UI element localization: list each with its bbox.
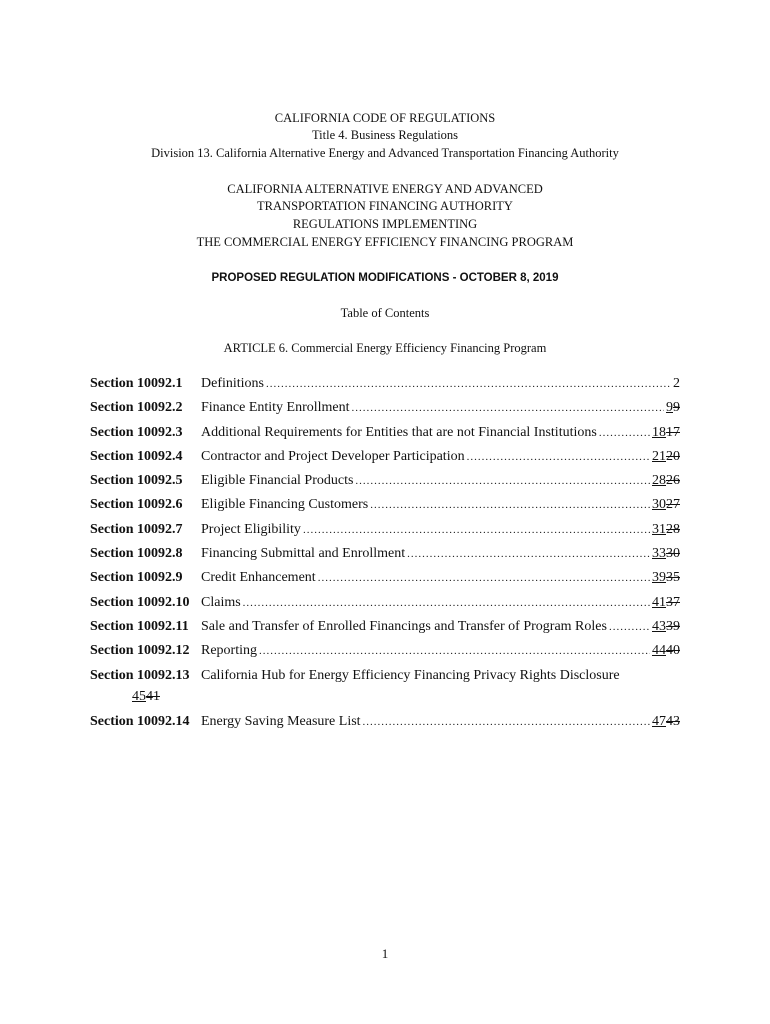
program-heading-line-3: REGULATIONS IMPLEMENTING [292, 217, 478, 231]
toc-section-title: Definitions [201, 376, 264, 391]
program-heading-line-2: TRANSPORTATION FINANCING AUTHORITY [257, 199, 513, 213]
article-heading: ARTICLE 6. Commercial Energy Efficiency Financing Program [223, 341, 547, 355]
toc-page-old: 35 [666, 570, 680, 586]
toc-entry[interactable] [90, 445, 680, 469]
toc-entry[interactable] [90, 372, 680, 396]
toc-section-title: Energy Saving Measure List [201, 713, 361, 729]
toc-leader [467, 445, 650, 469]
toc-section-number: Section 10092.6 [90, 497, 183, 513]
toc-entry[interactable] [90, 615, 680, 639]
toc-leader [318, 566, 650, 590]
toc-leader [303, 518, 650, 542]
toc-entry[interactable] [90, 469, 680, 493]
toc-section-number: Section 10092.11 [90, 618, 189, 634]
toc-section-number: Section 10092.1 [90, 376, 183, 391]
toc-page-new: 33 [652, 546, 666, 562]
table-of-contents [90, 372, 680, 734]
toc-heading: Table of Contents [340, 306, 430, 320]
toc-section-number: Section 10092.4 [90, 448, 183, 464]
toc-entry[interactable] [90, 639, 680, 663]
toc-page-old: 17 [666, 424, 680, 440]
toc-leader [259, 639, 650, 663]
toc-entry[interactable] [90, 710, 680, 734]
code-title: CALIFORNIA CODE OF REGULATIONS [274, 111, 496, 125]
toc-section-number: Section 10092.7 [90, 521, 183, 537]
toc-page-old: 43 [666, 713, 680, 729]
toc-section-title: California Hub for Energy Efficiency Financing Privacy Rights Disclosure [201, 667, 620, 683]
toc-entry[interactable] [90, 396, 680, 420]
toc-page-old: 9 [673, 400, 680, 416]
program-heading-line-4: THE COMMERCIAL ENERGY EFFICIENCY FINANCING PROGRAM [196, 235, 574, 249]
toc-page-new: 47 [652, 713, 666, 729]
toc-section-number: Section 10092.10 [90, 594, 190, 610]
toc-section-title: Eligible Financial Products [201, 473, 354, 489]
toc-section-title: Eligible Financing Customers [201, 497, 369, 513]
toc-section-number: Section 10092.2 [90, 400, 183, 416]
toc-page-old: 30 [666, 546, 680, 562]
toc-leader [370, 493, 650, 517]
toc-entry[interactable] [90, 542, 680, 566]
toc-page-new: 45 [132, 688, 146, 704]
toc-page-new: 43 [652, 618, 666, 634]
toc-section-number: Section 10092.5 [90, 473, 183, 489]
toc-page-old: 39 [666, 618, 680, 634]
toc-leader [363, 710, 650, 734]
toc-entry[interactable] [90, 566, 680, 590]
title-subheading: Title 4. Business Regulations [311, 128, 459, 142]
toc-entry[interactable] [90, 421, 680, 445]
program-heading-line-1: CALIFORNIA ALTERNATIVE ENERGY AND ADVANCED [227, 182, 543, 196]
toc-page-new: 39 [652, 570, 666, 586]
toc-page-old: 37 [666, 594, 680, 610]
toc-leader [599, 421, 650, 445]
toc-entry[interactable] [90, 591, 680, 615]
toc-leader [407, 542, 650, 566]
toc-page-new: 44 [652, 643, 666, 659]
toc-page-new: 41 [652, 594, 666, 610]
toc-page-old: 40 [666, 643, 680, 659]
toc-section-number: Section 10092.9 [90, 570, 183, 586]
toc-section-number: Section 10092.8 [90, 546, 183, 562]
toc-section-title: Project Eligibility [201, 521, 301, 537]
toc-page-old: 28 [666, 521, 680, 537]
toc-section-number: Section 10092.14 [90, 713, 190, 729]
toc-entry[interactable] [90, 518, 680, 542]
toc-leader [352, 396, 664, 420]
toc-leader [266, 372, 671, 396]
toc-page-old: 20 [666, 448, 680, 464]
page-number: 1 [381, 946, 389, 961]
toc-page-new: 18 [652, 424, 666, 440]
toc-page-new: 21 [652, 448, 666, 464]
toc-page-old: 41 [146, 688, 160, 704]
toc-section-number: Section 10092.13 [90, 667, 190, 683]
toc-leader [609, 615, 650, 639]
toc-page: 2 [673, 376, 680, 391]
toc-section-title: Additional Requirements for Entities that are not Financial Institutions [201, 424, 597, 440]
toc-leader [355, 469, 650, 493]
toc-page-new: 9 [666, 400, 673, 416]
toc-section-title: Finance Entity Enrollment [201, 400, 350, 416]
toc-section-title: Sale and Transfer of Enrolled Financings and Transfer of Program Roles [201, 618, 607, 634]
toc-entry[interactable] [90, 664, 680, 710]
toc-page-new: 30 [652, 497, 666, 513]
toc-leader [243, 591, 650, 615]
toc-section-number: Section 10092.3 [90, 424, 183, 440]
toc-section-title: Credit Enhancement [201, 570, 316, 586]
division-heading: Division 13. California Alternative Energy and Advanced Transportation Financing Authority [151, 146, 619, 160]
toc-section-title: Financing Submittal and Enrollment [201, 546, 406, 562]
proposed-modifications-heading: PROPOSED REGULATION MODIFICATIONS - OCTOBER 8, 2019 [211, 272, 559, 284]
toc-page-new: 31 [652, 521, 666, 537]
toc-page-new: 28 [652, 473, 666, 489]
toc-section-title: Contractor and Project Developer Participation [201, 448, 465, 464]
toc-page-old: 26 [666, 473, 680, 489]
toc-section-title: Claims [201, 594, 241, 610]
toc-entry[interactable] [90, 493, 680, 517]
toc-section-number: Section 10092.12 [90, 643, 190, 659]
toc-page-old: 27 [666, 497, 680, 513]
toc-section-title: Reporting [201, 643, 257, 659]
